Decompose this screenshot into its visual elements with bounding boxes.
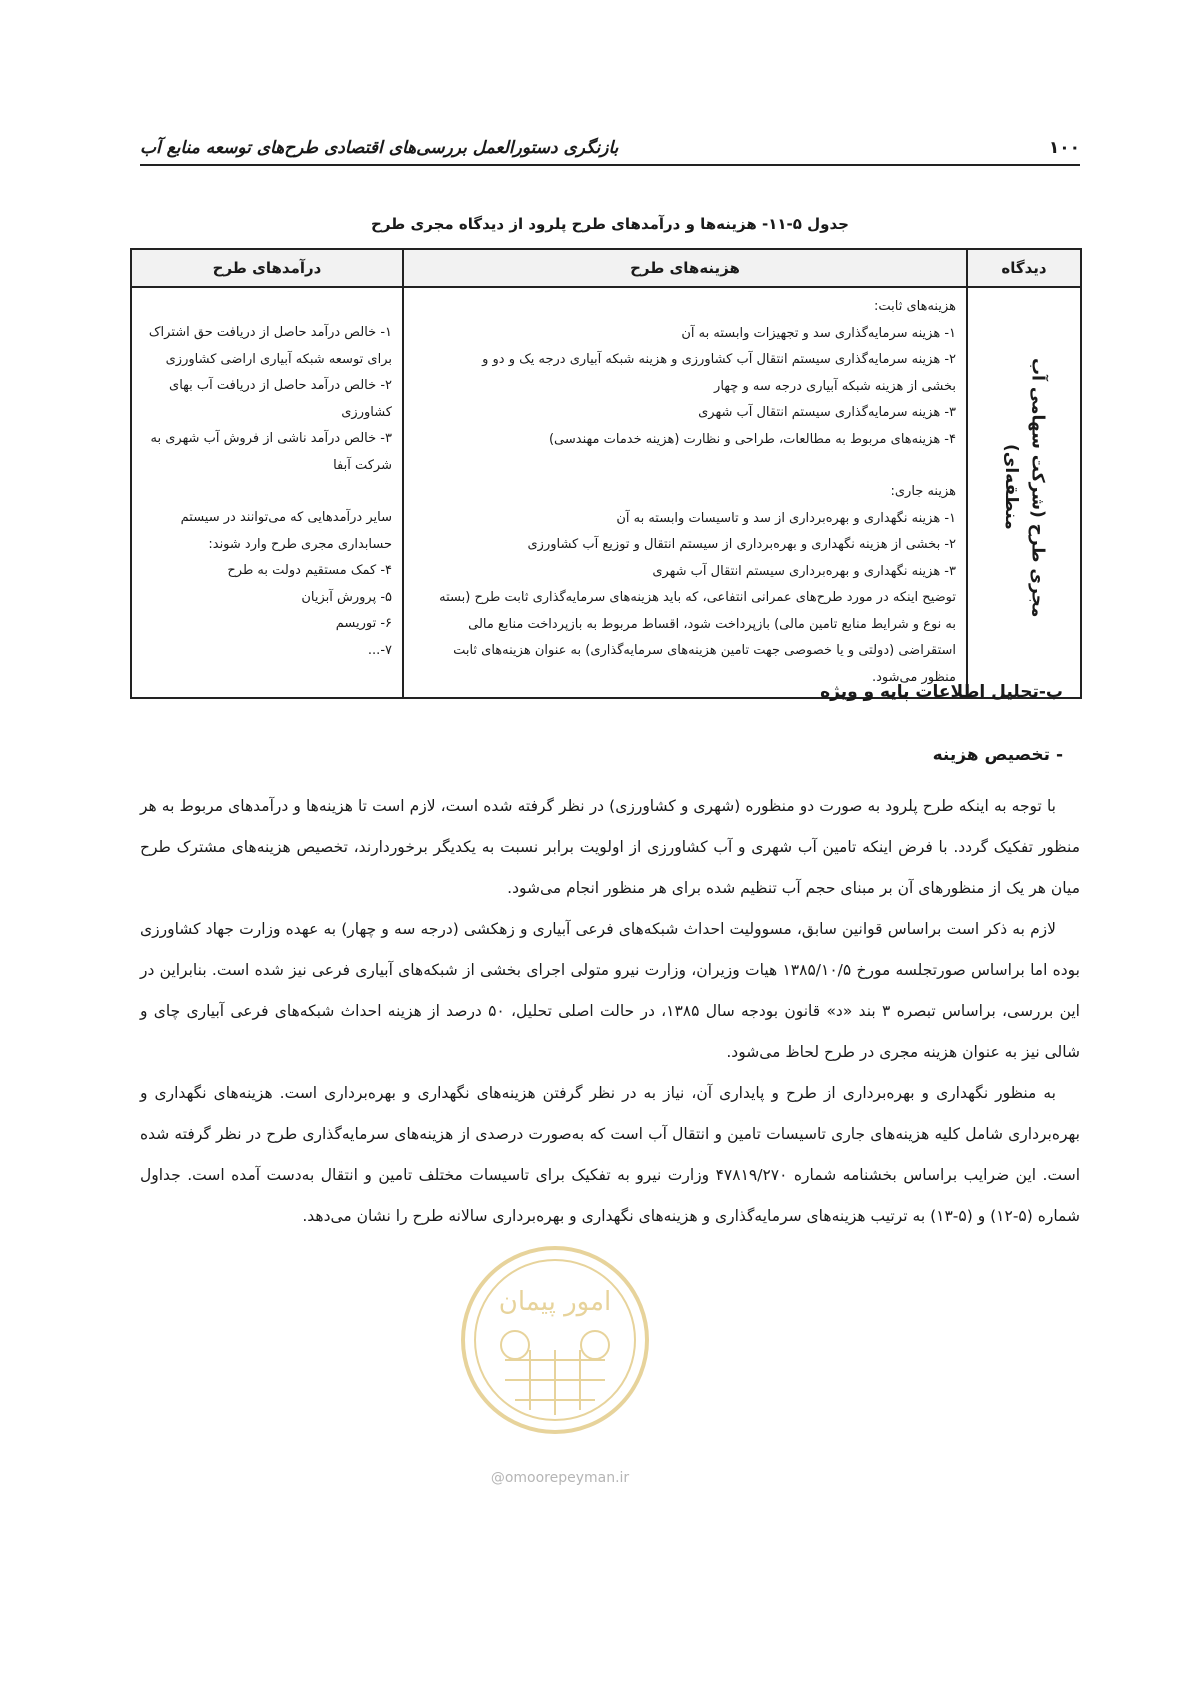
list-item: منظور می‌شود. bbox=[871, 669, 956, 685]
paragraph: با توجه به اینکه طرح پلرود به صورت دو منظوره (شهری و کشاورزی) در نظر گرفته شده است، لازم است تا هزینه‌ها و درآمدهای مربوط به هر منظور تفکیک گردد. با فرض اینکه تامین آب شهری و آب کشاورزی از اولویت برابر نسبت به یکدیگر برخوردارند، تخصیص هزینه‌های مشترک طرح میان هر یک از منظورهای آن بر مبنای حجم آب تنظیم شده برای هر منظور انجام می‌شود. bbox=[140, 797, 1080, 897]
list-item: استقراضی (دولتی و یا خصوصی جهت تامین هزینه‌های سرمایه‌گذاری) به عنوان هزینه‌های ثابت bbox=[453, 643, 956, 658]
table-caption: جدول ۵-۱۱- هزینه‌ها و درآمدهای طرح پلرود از دیدگاه مجری طرح bbox=[371, 215, 849, 233]
list-item: ۲- هزینه سرمایه‌گذاری سیستم انتقال آب کشاورزی و هزینه شبکه آبیاری درجه یک و دو و bbox=[482, 352, 956, 367]
paragraph: لازم به ذکر است براساس قوانین سابق، مسوولیت احداث شبکه‌های فرعی آبیاری و زهکشی (درجه سه و چهار) به عهده وزارت جهاد کشاورزی بوده اما براساس صورتجلسه مورخ ۱۳۸۵/۱۰/۵ هیات وزیران، وزارت نیرو متولی اجرای بخشی از شبکه‌های آبیاری فرعی نیز شده است. بنابراین در این بررسی، براساس تبصره ۳ بند «د» قانون بودجه سال ۱۳۸۵، در حالت اصلی تحلیل، ۵۰ درصد از هزینه احداث شبکه‌های فرعی آبیاری چای و شالی نیز به عنوان هزینه مجری در طرح لحاظ می‌شود. bbox=[140, 920, 1080, 1061]
header-costs: هزینه‌های طرح bbox=[403, 249, 967, 287]
list-item: بخشی از هزینه شبکه آبیاری درجه سه و چهار bbox=[714, 378, 956, 394]
watermark-seal-icon bbox=[455, 1240, 655, 1440]
header-view: دیدگاه bbox=[967, 249, 1081, 287]
running-header bbox=[140, 124, 1080, 166]
sub-heading: - تخصیص هزینه bbox=[932, 745, 1063, 765]
costs-cell bbox=[403, 287, 967, 698]
view-cell bbox=[967, 287, 1081, 698]
list-item: سایر درآمدهایی که می‌توانند در سیستم bbox=[180, 510, 392, 525]
spacer bbox=[414, 453, 956, 479]
list-item: ۲- خالص درآمد حاصل از دریافت آب بهای bbox=[169, 378, 392, 393]
list-item: توضیح اینکه در مورد طرح‌های عمرانی انتفاعی، که باید هزینه‌های سرمایه‌گذاری ثابت طرح (بسته bbox=[439, 590, 956, 605]
list-item: ۴- هزینه‌های مربوط به مطالعات، طراحی و نظارت (هزینه خدمات مهندسی) bbox=[548, 431, 956, 447]
list-item: ۱- هزینه نگهداری و بهره‌برداری از سد و تاسیسات وابسته به آن bbox=[616, 510, 956, 526]
list-item: شرکت آبفا bbox=[333, 457, 392, 473]
list-item: ۴- کمک مستقیم دولت به طرح bbox=[227, 563, 392, 578]
watermark-url: @omoorepeyman.ir bbox=[490, 1470, 630, 1486]
list-item: ۵- پرورش آبزیان bbox=[301, 589, 392, 605]
current-costs-title: هزینه جاری: bbox=[890, 484, 956, 499]
list-item: حسابداری مجری طرح وارد شوند: bbox=[208, 536, 392, 552]
book-title: بازنگری دستورالعمل بررسی‌های اقتصادی طرح‌های توسعه منابع آب bbox=[140, 138, 619, 158]
body-text bbox=[140, 786, 1080, 1237]
spacer bbox=[142, 479, 392, 505]
list-item: ۶- توریسم bbox=[335, 616, 392, 631]
list-item: کشاورزی bbox=[341, 404, 392, 420]
list-item: ۷-... bbox=[367, 642, 392, 658]
watermark-text: امور پیمان bbox=[498, 1287, 612, 1317]
list-item: ۳- هزینه نگهداری و بهره‌برداری سیستم انتقال آب شهری bbox=[652, 563, 956, 579]
view-label: مجری طرح (شرکت سهامی آب منطقه‌ای) bbox=[1001, 357, 1048, 617]
list-item: ۱- هزینه سرمایه‌گذاری سد و تجهیزات وابسته به آن bbox=[681, 325, 956, 341]
list-item: ۳- هزینه سرمایه‌گذاری سیستم انتقال آب شهری bbox=[698, 405, 956, 420]
header-revenues: درآمدهای طرح bbox=[131, 249, 403, 287]
list-item: ۱- خالص درآمد حاصل از دریافت حق اشتراک bbox=[148, 325, 392, 340]
list-item: به نوع و شرایط منابع تامین مالی) بازپرداخت شود، اقساط مربوط به بازپرداخت منابع مالی bbox=[468, 616, 956, 632]
table-row bbox=[131, 287, 1081, 698]
cost-revenue-table bbox=[130, 248, 1082, 699]
section-heading: ب-تحلیل اطلاعات پایه و ویژه bbox=[820, 682, 1063, 702]
list-item: ۲- بخشی از هزینه نگهداری و بهره‌برداری از سیستم انتقال و توزیع آب کشاورزی bbox=[527, 537, 956, 552]
page-number: ۱۰۰ bbox=[1048, 138, 1080, 158]
fixed-costs-title: هزینه‌های ثابت: bbox=[873, 299, 956, 314]
list-item: ۳- خالص درآمد ناشی از فروش آب شهری به bbox=[150, 431, 392, 446]
list-item: برای توسعه شبکه آبیاری اراضی کشاورزی bbox=[165, 351, 392, 367]
revenues-cell bbox=[131, 287, 403, 698]
paragraph: به منظور نگهداری و بهره‌برداری از طرح و پایداری آن، نیاز به در نظر گرفتن هزینه‌های نگهداری و بهره‌برداری است. هزینه‌های نگهداری و بهره‌برداری شامل کلیه هزینه‌های جاری تاسیسات تامین و انتقال آب است که به‌صورت درصدی از هزینه‌های سرمایه‌گذاری طرح در نظر گرفته شده است. این ضرایب براساس بخشنامه شماره ۴۷۸۱۹/۲۷۰ وزارت نیرو به تفکیک برای تاسیسات مختلف تامین و انتقال به‌دست آمده است. جداول شماره (۵-۱۲) و (۵-۱۳) به ترتیب هزینه‌های سرمایه‌گذاری و هزینه‌های نگهداری و بهره‌برداری سالانه طرح را نشان می‌دهد. bbox=[140, 1084, 1080, 1225]
